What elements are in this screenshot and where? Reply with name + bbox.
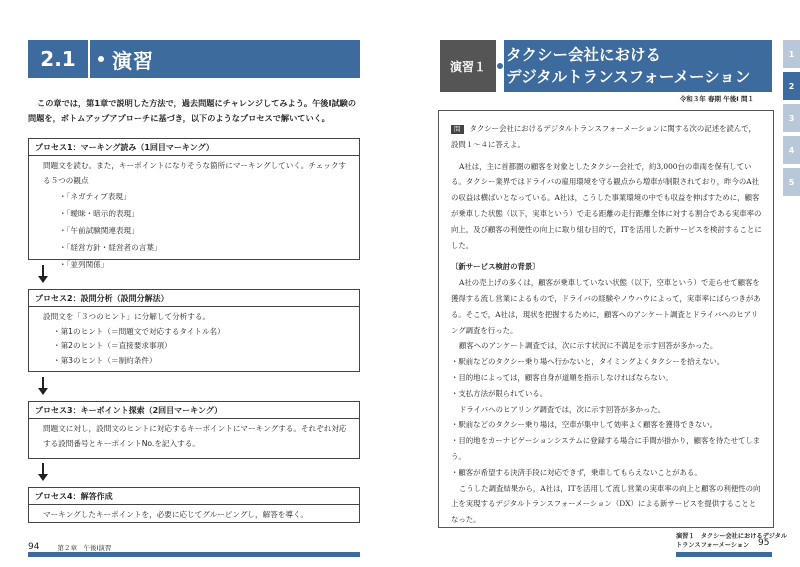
bullet-list xyxy=(451,417,763,480)
process-title: プロセス3：キーポイント探索（2回目マーキング） xyxy=(29,402,359,419)
chapter-tab-5[interactable]: 5 xyxy=(783,168,800,196)
list-item: ・「午前試験関連表現」 xyxy=(59,226,139,235)
exercise-title-line: デジタルトランスフォーメーション xyxy=(506,68,751,86)
process-list xyxy=(43,325,351,369)
process-box-3 xyxy=(28,401,360,459)
process-text: 問題文を読む。また，キーポイントになりそうな箇所にマーキングしていく。チェックする５つの観点 xyxy=(43,161,347,185)
process-box-1 xyxy=(28,138,360,269)
footer-bar xyxy=(676,552,772,557)
chapter-tab-3[interactable]: 3 xyxy=(783,104,800,132)
chapter-tabs xyxy=(783,40,800,200)
bullet-dot-icon xyxy=(497,63,503,69)
section-title: 演習 xyxy=(112,48,154,73)
exam-info: 令和３年 春期 午後Ⅰ 問１ xyxy=(679,95,754,103)
process-title: プロセス4：解答作成 xyxy=(29,488,359,505)
list-item: ・駅前などのタクシー乗り場へ行かないと，タイミングよくタクシーを拾えない。 xyxy=(451,357,725,367)
question-intro xyxy=(451,121,763,153)
page-number: 95 xyxy=(758,538,770,548)
list-item: ・駅前などのタクシー乗り場は，空車が集中して効率よく顧客を獲得できない。 xyxy=(451,420,718,430)
down-arrow-icon xyxy=(38,265,48,283)
intro-paragraph: この章では，第1章で説明した方法で，過去問題にチャレンジしてみよう。午後Ⅰ試験の問題を，ボトムアップアプローチに基づき，以下のようなプロセスで解いていく。 xyxy=(28,98,357,123)
paragraph: A社の売上げの多くは，顧客が乗車していない状態（以下，空車という）で走らせて顧客を獲得する流し営業によるもので，ドライバの経験やノウハウによって，実車率にばらつきがある。そこで，A社は，現状を把握するために，顧客へのアンケート調査とドライバへのヒアリング調査を行った。 xyxy=(451,278,761,335)
list-item: ・「ネガティブ表現」 xyxy=(59,192,131,201)
list-item: ・顧客が希望する決済手段に対応できず，乗車してもらえないことがある。 xyxy=(451,467,702,477)
list-item: ・「経営方針・経営者の言葉」 xyxy=(59,243,162,252)
chapter-tab-2[interactable]: 2 xyxy=(783,72,800,100)
process-list xyxy=(43,188,351,273)
down-arrow-icon xyxy=(38,377,48,395)
list-item: ・「曖昧・暗示的表現」 xyxy=(59,209,139,218)
chapter-tab-1[interactable]: 1 xyxy=(783,40,800,68)
down-arrow-icon xyxy=(38,463,48,481)
footer-section: 第２章 午後Ⅰ演習 xyxy=(57,543,112,552)
bullet-dot-icon xyxy=(98,56,104,62)
exercise-title-line: タクシー会社における xyxy=(506,46,662,64)
process-title: プロセス2：設問分析（設問分解法） xyxy=(29,290,359,307)
paragraph: こうした調査結果から，A社は，ITを活用して流し営業の実車率の向上と顧客の利便性の向上を実現するデジタルトランスフォーメーション（DX）による新サービスを提供することとなった。 xyxy=(451,483,761,525)
list-item: ・目的地によっては，顧客自身が道順を指示しなければならない。 xyxy=(451,372,673,382)
footer-line: 演習１ タクシー会社におけるデジタル xyxy=(676,533,788,540)
section-number: 2.1 xyxy=(28,40,90,78)
list-item: ・目的地をカーナビゲーションシステムに登録する場合に手間が掛かり，顧客を待たせてしまう。 xyxy=(451,436,761,461)
page-number: 94 xyxy=(28,542,40,552)
right-footer xyxy=(676,532,787,550)
list-item: ・第2のヒント（＝直接要求事項） xyxy=(53,341,172,350)
section-header xyxy=(28,40,360,78)
question-box xyxy=(438,110,774,528)
section-heading: 〔新サービス検討の背景〕 xyxy=(451,262,540,272)
paragraph: ドライバへのヒアリング調査では，次に示す回答が多かった。 xyxy=(459,404,666,414)
process-text: 問題文に対し，設問文のヒントに対応するキーポイントにマーキングする。それぞれ対応する設問番号とキーポイントNo.を記入する。 xyxy=(43,424,347,448)
exercise-title xyxy=(504,40,772,92)
process-box-2 xyxy=(28,289,360,372)
exercise-label: 演習１ xyxy=(440,40,496,92)
process-title: プロセス1：マーキング読み（1回目マーキング） xyxy=(29,139,359,156)
list-item: ・「並列関係」 xyxy=(59,260,109,269)
question-text: タクシー会社におけるデジタルトランスフォーメーションに関する次の記述を読んで，設問１～４に答えよ。 xyxy=(451,124,756,149)
process-box-4 xyxy=(28,487,360,523)
chapter-tab-4[interactable]: 4 xyxy=(783,136,800,164)
footer-line: トランスフォーメーション xyxy=(676,542,750,549)
question-badge: 問 xyxy=(451,125,464,134)
footer-bar xyxy=(28,552,360,557)
list-item: ・第1のヒント（＝問題文で対応するタイトル名） xyxy=(53,326,225,336)
paragraph: A社は，主に首都圏の顧客を対象としたタクシー会社で，約3,000台の車両を保有している。タクシー業界ではドライバの雇用環境を守る観点から増車が制限されており，昨今のA社の収益は横ばいとなっている。A社は，こうした事業環境の中でも収益を伸ばすために，顧客が乗車した状態（以下，実車という）で走る距離の走行距離全体に対する割合である実車率の向上，及び顧客の利便性の向上に取り組む目的で，ITを活用した新サービスを検討することにした。 xyxy=(451,161,762,250)
process-text: 設問文を「３つのヒント」に分解して分析する。 xyxy=(43,312,211,321)
bullet-list xyxy=(451,354,763,401)
paragraph: 顧客へのアンケート調査では，次に示す状況に不満足を示す回答が多かった。 xyxy=(459,341,718,351)
list-item: ・支払方法が限られている。 xyxy=(451,388,548,398)
list-item: ・第3のヒント（＝制約条件） xyxy=(53,355,157,365)
process-text: マーキングしたキーポイントを，必要に応じてグルーピングし，解答を導く。 xyxy=(43,510,309,519)
